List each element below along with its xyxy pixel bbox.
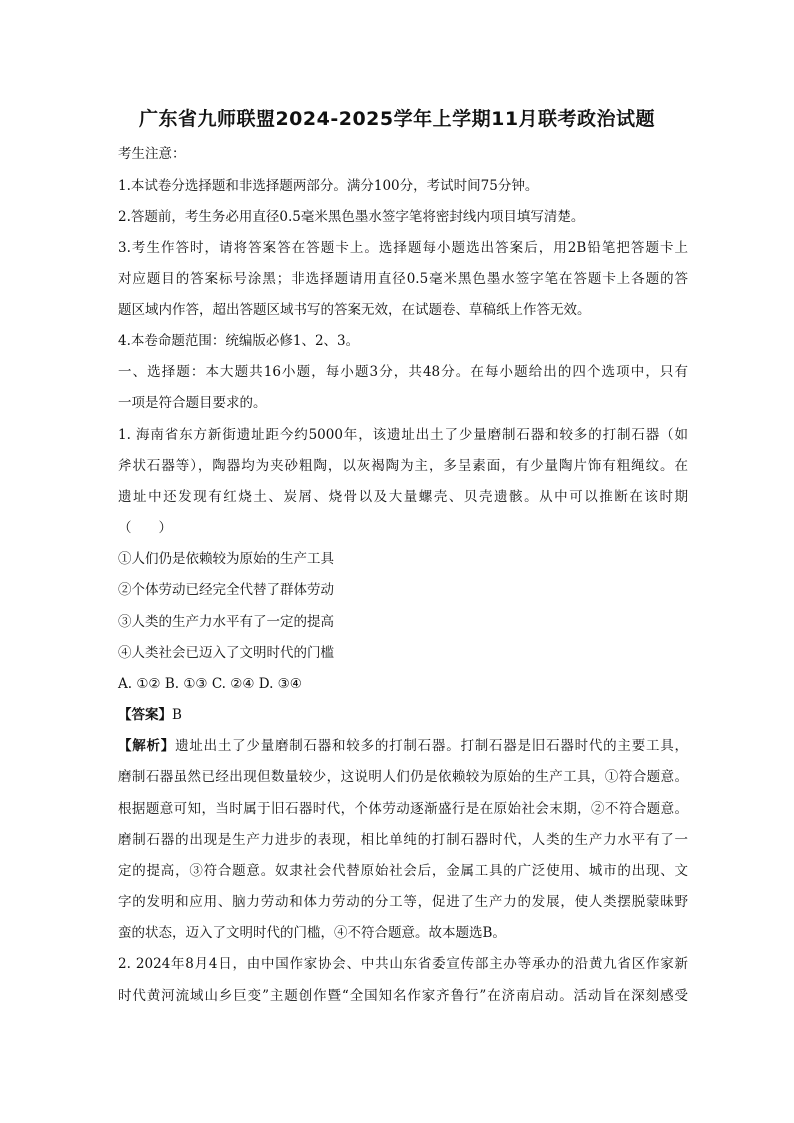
notice-line: 2.答题前，考生务必用直径0.5毫米黑色墨水签字笔将密封线内项目填写清楚。 xyxy=(118,209,585,225)
question-2-stem: 时代黄河流域山乡巨变”主题创作暨“全国知名作家齐鲁行”在济南启动。活动旨在深刻感受 xyxy=(118,988,688,1004)
notice-line: 4.本卷命题范围：统编版必修1、2、3。 xyxy=(118,333,360,349)
question-1-stem: 遗址中还发现有红烧土、炭屑、烧骨以及大量螺壳、贝壳遗骸。从中可以推断在该时期 xyxy=(118,489,688,505)
question-1-analysis: 磨制石器虽然已经出现但数量较少，这说明人们仍是依赖较为原始的生产工具，①符合题意。 xyxy=(118,769,688,785)
notice-line: 题区域内作答，超出答题区域书写的答案无效，在试题卷、草稿纸上作答无效。 xyxy=(118,302,591,318)
answer-label: 【答案】 xyxy=(118,707,172,723)
analysis-label: 【解析】 xyxy=(118,738,176,754)
question-1-stem: 斧状石器等），陶器均为夹砂粗陶，以灰褐陶为主，多呈素面，有少量陶片饰有粗绳纹。在 xyxy=(118,458,688,474)
question-1-choices: A. ①② B. ①③ C. ②④ D. ③④ xyxy=(118,676,302,692)
question-1-option: ②个体劳动已经完全代替了群体劳动 xyxy=(118,582,334,598)
question-1-stem: （ ） xyxy=(118,520,172,536)
document-title: 广东省九师联盟2024-2025学年上学期11月联考政治试题 xyxy=(138,108,656,130)
notice-line: 对应题目的答案标号涂黑；非选择题请用直径0.5毫米黑色墨水签字笔在答题卡上各题的答 xyxy=(118,271,688,287)
question-1-analysis: 字的发明和应用、脑力劳动和体力劳动的分工等，促进了生产力的发展，使人类摆脱蒙昧野 xyxy=(118,894,688,910)
analysis-text: 遗址出土了少量磨制石器和较多的打制石器。打制石器是旧石器时代的主要工具， xyxy=(175,738,689,754)
question-1-option: ③人类的生产力水平有了一定的提高 xyxy=(118,614,334,630)
answer-value: B xyxy=(172,707,182,723)
question-1-option: ④人类社会已迈入了文明时代的门槛 xyxy=(118,645,334,661)
notice-line: 1.本试卷分选择题和非选择题两部分。满分100分，考试时间75分钟。 xyxy=(118,178,539,194)
question-1-stem: 1. 海南省东方新街遗址距今约5000年，该遗址出土了少量磨制石器和较多的打制石器（如 xyxy=(118,427,688,443)
question-1-analysis xyxy=(118,736,688,756)
question-1-analysis: 磨制石器的出现是生产力进步的表现，相比单纯的打制石器时代，人类的生产力水平有了一 xyxy=(118,832,688,848)
question-1-option: ①人们仍是依赖较为原始的生产工具 xyxy=(118,551,334,567)
question-2-stem: 2. 2024年8月4日，由中国作家协会、中共山东省委宣传部主办等承办的沿黄九省区作家新 xyxy=(118,956,688,972)
question-1-analysis: 根据题意可知，当时属于旧石器时代，个体劳动逐渐盛行是在原始社会末期，②不符合题意。 xyxy=(118,801,688,817)
section-heading: 一项是符合题目要求的。 xyxy=(118,395,267,411)
question-1-analysis: 定的提高，③符合题意。奴隶社会代替原始社会后，金属工具的广泛使用、城市的出现、文 xyxy=(118,863,688,879)
section-heading: 一、选择题：本大题共16小题，每小题3分，共48分。在每小题给出的四个选项中，只有 xyxy=(118,364,688,380)
question-1-analysis: 蛮的状态，迈入了文明时代的门槛，④不符合题意。故本题选B。 xyxy=(118,925,506,941)
notice-heading: 考生注意： xyxy=(118,146,186,162)
question-1-answer xyxy=(118,705,688,725)
notice-line: 3.考生作答时，请将答案答在答题卡上。选择题每小题选出答案后，用2B铅笔把答题卡上 xyxy=(118,240,688,256)
